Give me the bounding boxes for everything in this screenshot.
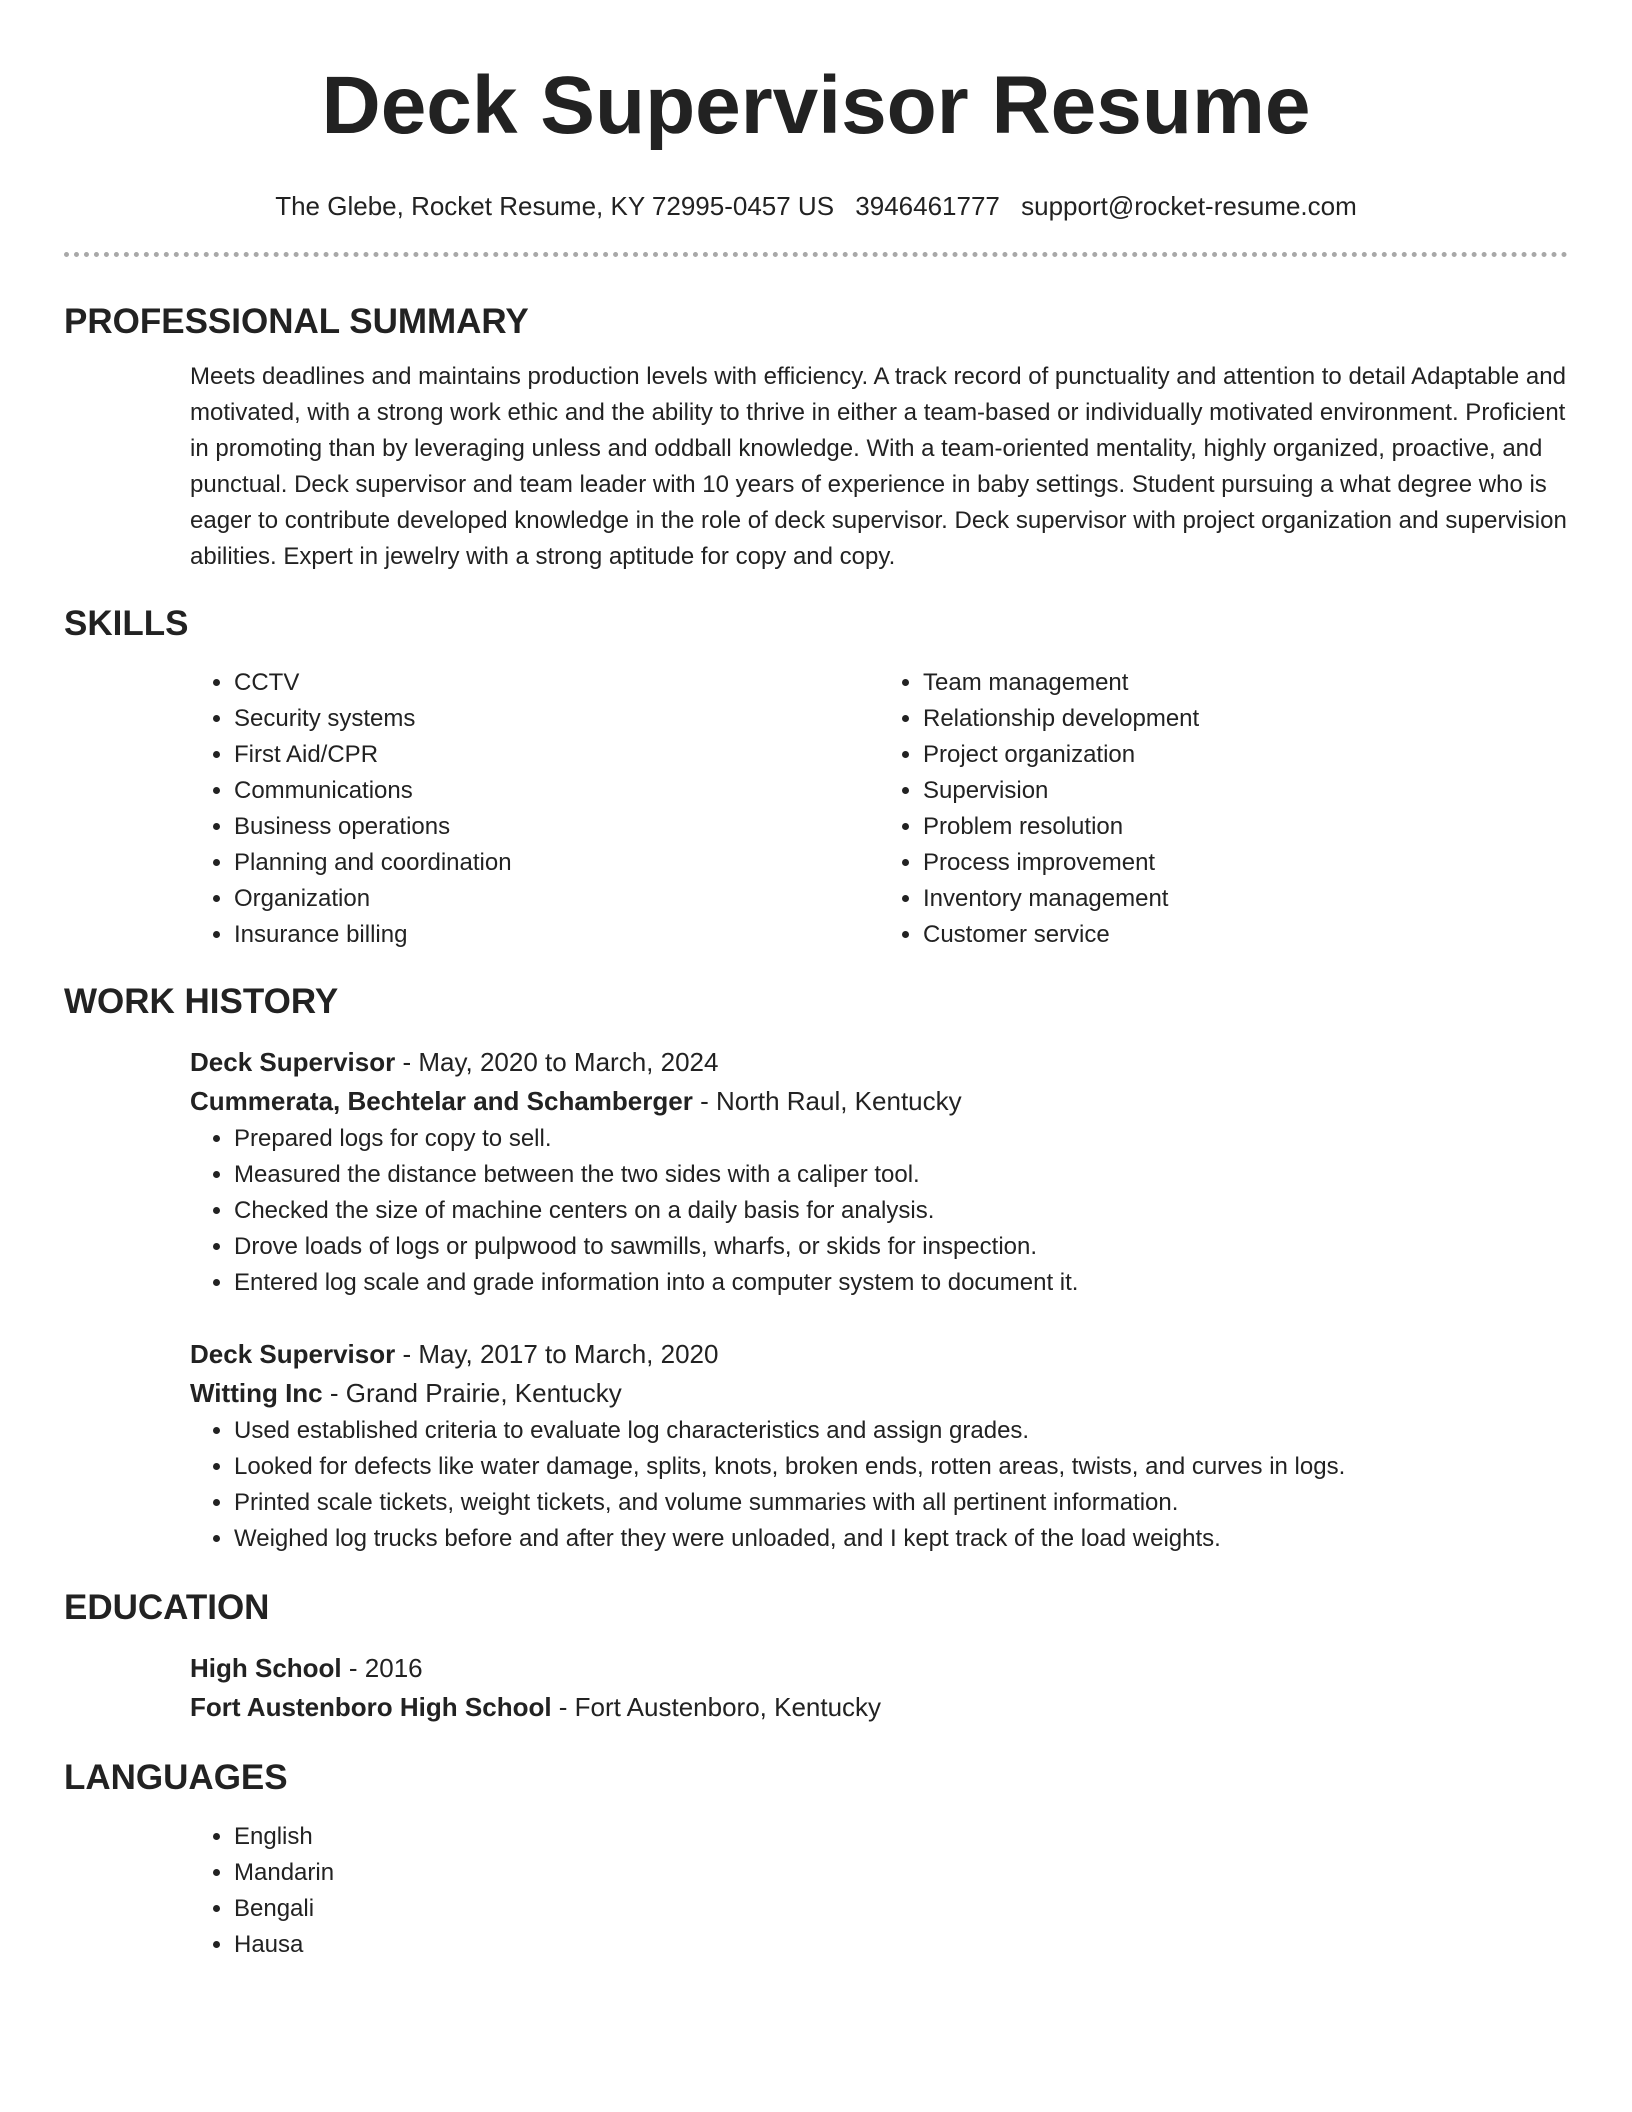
job-duty: • Checked the size of machine centers on a daily basis for analysis.	[234, 1193, 1568, 1229]
skills-section	[64, 603, 1568, 953]
contact-phone: 3946461777	[855, 191, 1000, 221]
job-title: Deck Supervisor	[190, 1339, 396, 1369]
summary-body	[190, 359, 1568, 575]
skill-item: • Insurance billing	[234, 917, 879, 953]
languages-list	[190, 1819, 1568, 1963]
language-item: • Mandarin	[234, 1855, 1568, 1891]
job-duty: • Weighed log trucks before and after they were unloaded, and I kept track of the load weights.	[234, 1521, 1568, 1557]
skill-item: • Process improvement	[923, 845, 1568, 881]
job-duty: • Used established criteria to evaluate log characteristics and assign grades.	[234, 1413, 1568, 1449]
contact-line	[64, 190, 1568, 222]
skill-item: • Problem resolution	[923, 809, 1568, 845]
section-heading-summary: PROFESSIONAL SUMMARY	[64, 302, 529, 341]
languages-body	[190, 1819, 1568, 1963]
job-duty: • Printed scale tickets, weight tickets, and volume summaries with all pertinent information.	[234, 1485, 1568, 1521]
job-company: Cummerata, Bechtelar and Schamberger	[190, 1086, 693, 1116]
education-degree-line	[190, 1649, 1568, 1688]
job-dates: - May, 2017 to March, 2020	[395, 1339, 719, 1369]
language-item: • English	[234, 1819, 1568, 1855]
header-divider	[64, 252, 1568, 257]
contact-address: The Glebe, Rocket Resume, KY 72995-0457 US	[275, 191, 835, 221]
job-location: - Grand Prairie, Kentucky	[322, 1378, 622, 1408]
skill-item: • First Aid/CPR	[234, 737, 879, 773]
skill-item: • Business operations	[234, 809, 879, 845]
education-location: - Fort Austenboro, Kentucky	[551, 1692, 882, 1722]
languages-section	[64, 1757, 1568, 1963]
section-heading-skills: SKILLS	[64, 604, 189, 643]
job-duty: • Looked for defects like water damage, splits, knots, broken ends, rotten areas, twists, and curves in logs.	[234, 1449, 1568, 1485]
section-heading-languages: LANGUAGES	[64, 1758, 288, 1797]
skill-item: • Supervision	[923, 773, 1568, 809]
work-body	[190, 1043, 1568, 1557]
job-location: - North Raul, Kentucky	[692, 1086, 962, 1116]
skill-item: • Project organization	[923, 737, 1568, 773]
job-company: Witting Inc	[190, 1378, 323, 1408]
skill-item: • Team management	[923, 665, 1568, 701]
skills-grid	[190, 665, 1568, 953]
education-school: Fort Austenboro High School	[190, 1692, 552, 1722]
skill-item: • Planning and coordination	[234, 845, 879, 881]
education-body	[190, 1649, 1568, 1727]
skill-item: • CCTV	[234, 665, 879, 701]
job-title-line	[190, 1335, 1568, 1374]
job-duties-list	[190, 1413, 1568, 1557]
language-item: • Hausa	[234, 1927, 1568, 1963]
summary-text: Meets deadlines and maintains production levels with efficiency. A track record of punctuality and attention to detail Adaptable and motivated, with a strong work ethic and the ability to thrive in either a team-based or individually motivated environment. Proficient in promoting than by leveraging unless and oddball knowledge. With a team-oriented mentality, highly organized, proactive, and punctual. Deck supervisor and team leader with 10 years of experience in baby settings. Student pursuing a what degree who is eager to contribute developed knowledge in the role of deck supervisor. Deck supervisor with project organization and supervision abilities. Expert in jewelry with a strong aptitude for copy and copy.	[190, 363, 1567, 570]
job-duty: • Prepared logs for copy to sell.	[234, 1121, 1568, 1157]
job-title: Deck Supervisor	[190, 1047, 396, 1077]
skill-item: • Customer service	[923, 917, 1568, 953]
work-history-section	[64, 981, 1568, 1557]
contact-email: support@rocket-resume.com	[1021, 191, 1357, 221]
education-section	[64, 1587, 1568, 1727]
skill-item: • Security systems	[234, 701, 879, 737]
job-duty: • Drove loads of logs or pulpwood to sawmills, wharfs, or skids for inspection.	[234, 1229, 1568, 1265]
education-degree: High School	[190, 1653, 342, 1683]
education-year: - 2016	[341, 1653, 423, 1683]
section-heading-work: WORK HISTORY	[64, 982, 339, 1021]
job-company-line	[190, 1374, 1568, 1413]
job-dates: - May, 2020 to March, 2024	[395, 1047, 719, 1077]
skill-item: • Organization	[234, 881, 879, 917]
education-school-line	[190, 1688, 1568, 1727]
skill-item: • Relationship development	[923, 701, 1568, 737]
job-duty: • Entered log scale and grade information into a computer system to document it.	[234, 1265, 1568, 1301]
job-entry	[190, 1335, 1568, 1557]
resume-title: Deck Supervisor Resume	[321, 60, 1311, 151]
skills-list-right	[879, 665, 1568, 953]
job-title-line	[190, 1043, 1568, 1082]
skills-list-left	[190, 665, 879, 953]
job-duty: • Measured the distance between the two sides with a caliper tool.	[234, 1157, 1568, 1193]
job-duties-list	[190, 1121, 1568, 1301]
job-entry	[190, 1043, 1568, 1301]
skill-item: • Communications	[234, 773, 879, 809]
language-item: • Bengali	[234, 1891, 1568, 1927]
section-heading-education: EDUCATION	[64, 1588, 270, 1627]
job-company-line	[190, 1082, 1568, 1121]
skill-item: • Inventory management	[923, 881, 1568, 917]
professional-summary-section	[64, 301, 1568, 575]
